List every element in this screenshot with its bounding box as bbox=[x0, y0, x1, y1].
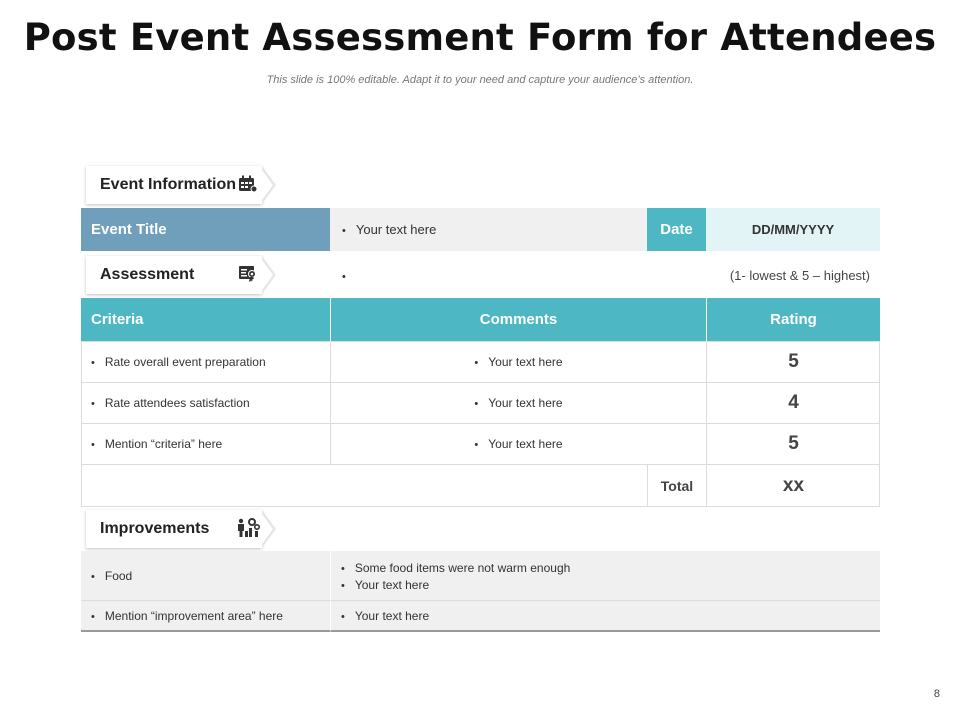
calendar-icon bbox=[238, 175, 258, 193]
page-subtitle: This slide is 100% editable. Adapt it to your need and capture your audience’s attention. bbox=[266, 74, 694, 86]
rating-scale-note: (1- lowest & 5 – highest) bbox=[729, 267, 870, 283]
rating-value: 5 bbox=[707, 424, 880, 465]
total-value: xx bbox=[782, 475, 805, 496]
total-label: Total bbox=[647, 465, 707, 507]
table-row-comment bbox=[331, 383, 707, 424]
comments-header: Comments bbox=[331, 298, 706, 341]
tab-arrow-inner bbox=[259, 510, 273, 548]
criteria-text: • Rate overall event preparation bbox=[91, 355, 266, 369]
rating-value: 4 bbox=[707, 383, 880, 424]
certificate-icon bbox=[238, 265, 258, 283]
table-row-comment bbox=[331, 424, 707, 465]
table-row-criteria bbox=[81, 342, 331, 383]
assessment-bullet bbox=[330, 256, 530, 294]
team-gears-icon bbox=[236, 518, 260, 538]
page-title: Post Event Assessment Form for Attendees bbox=[23, 16, 937, 59]
improvement-notes bbox=[331, 551, 880, 601]
improvement-area-text: • Mention “improvement area” here bbox=[91, 609, 283, 623]
section-label: Assessment bbox=[100, 266, 195, 283]
improvement-note: • Your text here bbox=[341, 577, 880, 594]
comment-text: • Your text here bbox=[474, 355, 562, 369]
improvement-note: • Your text here bbox=[341, 609, 429, 623]
improvement-area bbox=[81, 601, 331, 632]
improvement-note: • Some food items were not warm enough bbox=[341, 560, 880, 577]
criteria-text: • Mention “criteria” here bbox=[91, 437, 222, 451]
comment-text: • Your text here bbox=[474, 396, 562, 410]
tab-arrow-inner bbox=[259, 256, 273, 294]
table-row-comment bbox=[331, 342, 707, 383]
event-title-text: • Your text here bbox=[342, 222, 436, 237]
date-value: DD/MM/YYYY bbox=[706, 208, 880, 251]
rating-value: 5 bbox=[707, 342, 880, 383]
table-row-criteria bbox=[81, 424, 331, 465]
comment-text: • Your text here bbox=[474, 437, 562, 451]
section-tab-event-information bbox=[86, 166, 262, 204]
improvement-area-text: • Food bbox=[91, 569, 132, 583]
table-row-criteria bbox=[81, 383, 331, 424]
section-tab-assessment bbox=[86, 256, 262, 294]
page-number: 8 bbox=[933, 688, 940, 700]
date-label: Date bbox=[647, 208, 706, 251]
improvement-notes bbox=[331, 601, 880, 632]
criteria-text: • Rate attendees satisfaction bbox=[91, 396, 250, 410]
tab-arrow-inner bbox=[259, 166, 273, 204]
event-title-label: Event Title bbox=[81, 208, 330, 251]
event-title-value bbox=[330, 208, 647, 251]
criteria-header: Criteria bbox=[81, 298, 330, 341]
section-label: Improvements bbox=[100, 520, 210, 537]
assessment-bullet-text bbox=[342, 268, 356, 283]
section-label: Event Information bbox=[100, 176, 237, 193]
improvement-area bbox=[81, 551, 331, 601]
rating-header: Rating bbox=[707, 298, 880, 341]
